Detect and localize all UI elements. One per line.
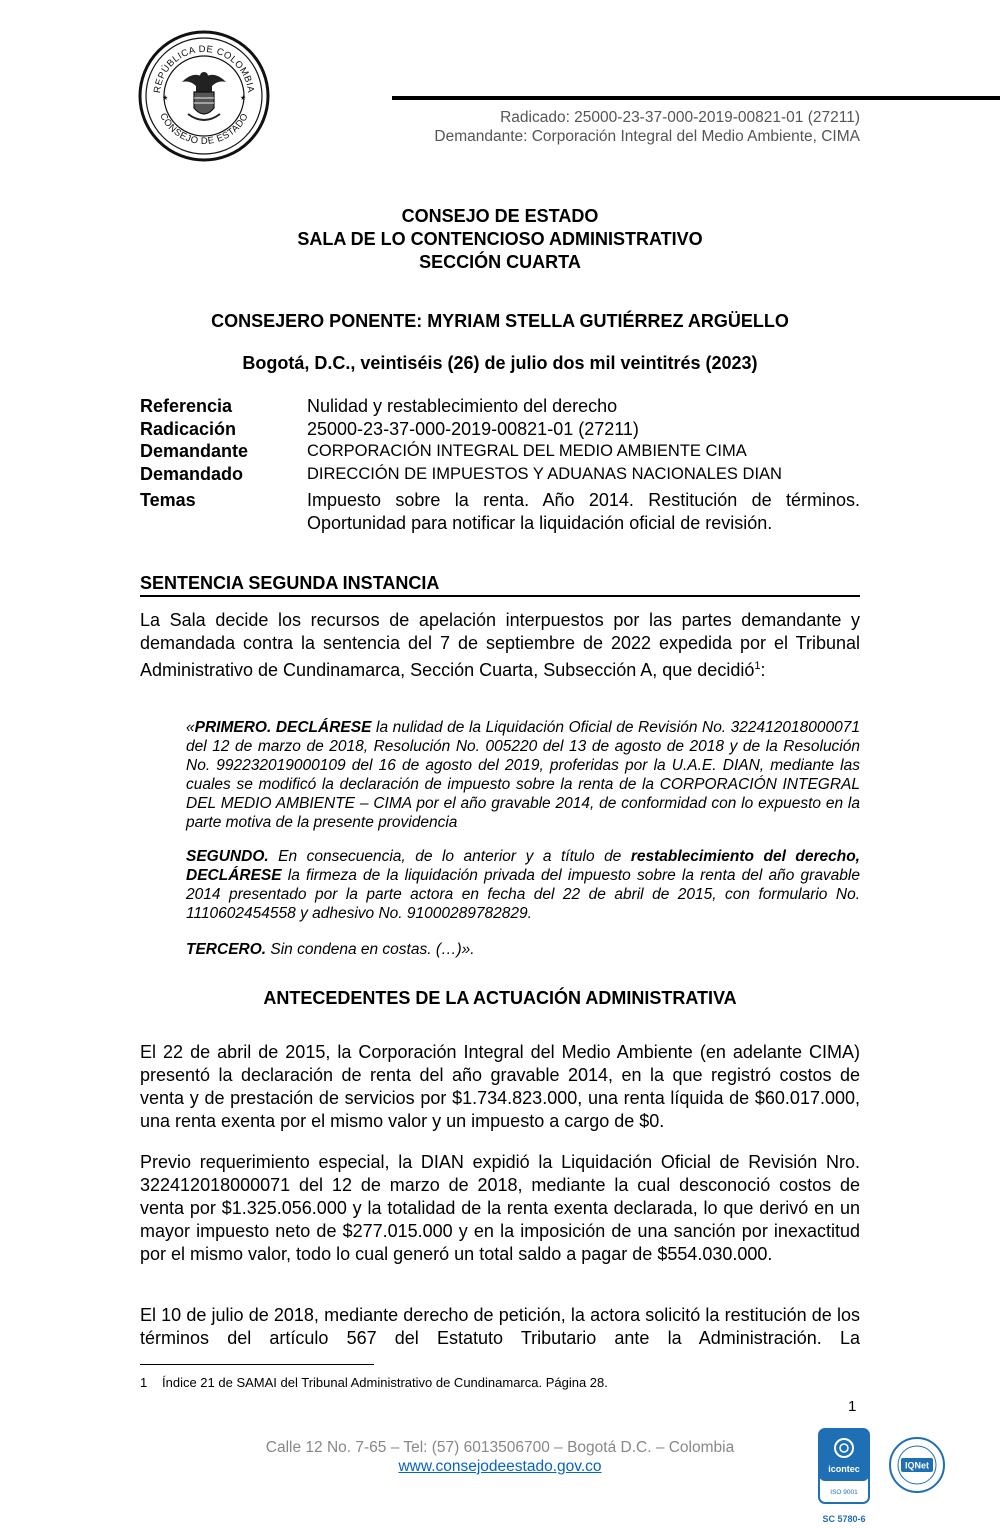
date-line: Bogotá, D.C., veintiséis (26) de julio dos mil veintitrés (2023) xyxy=(242,353,758,373)
svg-text:IQNet: IQNet xyxy=(904,1460,930,1471)
demandado-value: DIRECCIÓN DE IMPUESTOS Y ADUANAS NACIONALES DIAN xyxy=(307,464,782,483)
sentencia-heading: SENTENCIA SEGUNDA INSTANCIA xyxy=(140,573,860,597)
footer-address: Calle 12 No. 7-65 – Tel: (57) 6013506700 – Bogotá D.C. – Colombia xyxy=(265,1439,735,1456)
quote-segundo xyxy=(186,847,860,923)
radicacion-row xyxy=(140,418,860,441)
body-paragraph-1 xyxy=(140,1041,860,1133)
quote-tercero xyxy=(186,940,860,959)
quote-segundo-bold-2: restablecimiento del derecho, DECLÁRESE xyxy=(186,848,860,884)
quote-primero xyxy=(186,718,860,832)
intro-paragraph xyxy=(140,609,860,682)
header-rule xyxy=(392,96,1000,100)
body-paragraph-1-text: El 22 de abril de 2015, la Corporación Integral del Medio Ambiente (en adelante CIMA) presentó la declaración de renta del año gravable 2014, en la que registró costos de venta y de prestación de servicios por $1.734.823.000, una renta líquida de $60.017.000, una renta exenta por el mismo valor y un impuesto a cargo de $0. xyxy=(140,1042,860,1131)
temas-value: Impuesto sobre la renta. Año 2014. Restitución de términos. Oportunidad para notificar la liquidación oficial de revisión. xyxy=(307,490,860,533)
radicacion-value: 25000-23-37-000-2019-00821-01 (27211) xyxy=(307,418,639,439)
radicacion-label: Radicación xyxy=(140,418,237,439)
footnote-text: Índice 21 de SAMAI del Tribunal Administrativo de Cundinamarca. Página 28. xyxy=(162,1375,608,1390)
svg-text:★: ★ xyxy=(240,95,247,102)
quote-segundo-bold: SEGUNDO. xyxy=(186,848,269,865)
quote-primero-text: la nulidad de la Liquidación Oficial de Revisión No. 322412018000071 del 12 de marzo de 2018, Resolución No. 005220 del 13 de agosto de 2018 y de la Resolución No. 992232019000109 del 16 de agosto del 2019, proferidas por la U.A.E. DIAN, mediante las cuales se modificó la declaración de impuesto sobre la renta de la CORPORACIÓN INTEGRAL DEL MEDIO AMBIENTE – CIMA por el año gravable 2014, de conformidad con lo expuesto en la parte motiva de la presente providencia xyxy=(186,719,860,831)
svg-text:ISO 9001: ISO 9001 xyxy=(830,1489,858,1496)
header-radicado: Radicado: 25000-23-37-000-2019-00821-01 (27211) xyxy=(500,109,860,126)
icontec-certification-badge xyxy=(818,1428,870,1526)
body-paragraph-2-text: Previo requerimiento especial, la DIAN expidió la Liquidación Oficial de Revisión Nro. 322412018000071 del 12 de marzo de 2018, mediante la cual desconoció costos de venta por $1.325.056.000 y la totalidad de la renta exenta declarada, lo que derivó en un mayor impuesto neto de $277.015.000 y en la imposición de una sanción por inexactitud por el mismo valor, todo lo cual generó un total saldo a pagar de $554.030.000. xyxy=(140,1152,860,1264)
footnote-separator xyxy=(140,1364,374,1365)
body-paragraph-2 xyxy=(140,1151,860,1266)
svg-text:CONSEJO DE ESTADO: CONSEJO DE ESTADO xyxy=(157,111,251,148)
body-paragraph-3 xyxy=(140,1304,860,1350)
quote-segundo-text-1: En consecuencia, de lo anterior y a título de xyxy=(268,848,631,865)
svg-text:icontec: icontec xyxy=(828,1464,860,1474)
quote-primero-bold: PRIMERO. DECLÁRESE xyxy=(194,719,372,736)
iqnet-certification-badge xyxy=(888,1436,946,1494)
demandante-value: CORPORACIÓN INTEGRAL DEL MEDIO AMBIENTE CIMA xyxy=(307,442,747,460)
footnote-number: 1 xyxy=(140,1375,148,1390)
page-footer xyxy=(200,1438,800,1476)
quote-tercero-text: Sin condena en costas. (…)». xyxy=(266,941,475,958)
quote-segundo-text-2: la firmeza de la liquidación privada del impuesto sobre la renta del año gravable 2014 presentado por la parte actora en fecha del 22 de abril de 2015, con formulario No. 1110602454558 y adhesivo No. 91000289782829. xyxy=(186,867,860,922)
demandado-label: Demandado xyxy=(140,463,244,484)
demandante-label: Demandante xyxy=(140,441,249,461)
svg-text:SC 5780-6: SC 5780-6 xyxy=(822,1514,866,1524)
intro-text: La Sala decide los recursos de apelación interpuestos por las partes demandante y demandada contra la sentencia del 7 de septiembre de 2022 expedida por el Tribunal Administrativo de Cundinamarca, Sección Cuarta, Subsección A, que decidió xyxy=(140,610,860,680)
footnote-reference[interactable]: 1 xyxy=(754,660,761,672)
footer-website-link[interactable]: www.consejodeestado.gov.co xyxy=(398,1458,602,1475)
reference-label: Referencia xyxy=(140,396,233,416)
quote-tercero-bold: TERCERO. xyxy=(186,941,267,958)
antecedentes-heading: ANTECEDENTES DE LA ACTUACIÓN ADMINISTRATIVA xyxy=(263,988,737,1008)
header-case-info xyxy=(434,108,860,146)
court-section: SECCIÓN CUARTA xyxy=(419,252,581,272)
demandado-row xyxy=(140,463,860,486)
header-demandante: Demandante: Corporación Integral del Medio Ambiente, CIMA xyxy=(434,128,860,145)
court-chamber: SALA DE LO CONTENCIOSO ADMINISTRATIVO xyxy=(297,229,703,249)
ponente-line: CONSEJERO PONENTE: MYRIAM STELLA GUTIÉRREZ ARGÜELLO xyxy=(211,311,789,331)
consejo-de-estado-seal-logo xyxy=(138,30,270,162)
case-reference-table xyxy=(140,395,860,534)
reference-value: Nulidad y restablecimiento del derecho xyxy=(307,396,618,416)
page-number: 1 xyxy=(848,1398,857,1415)
intro-colon: : xyxy=(760,660,766,680)
demandante-row xyxy=(140,440,860,463)
temas-label: Temas xyxy=(140,490,196,510)
reference-row xyxy=(140,395,860,418)
footnote xyxy=(140,1375,608,1390)
body-paragraph-3-text: El 10 de julio de 2018, mediante derecho de petición, la actora solicitó la restitución de los términos del artículo 567 del Estatuto Tributario ante la Administración. La xyxy=(140,1305,860,1348)
quote-open-mark: « xyxy=(186,719,195,736)
court-name: CONSEJO DE ESTADO xyxy=(401,206,599,226)
court-title-block xyxy=(140,205,860,274)
svg-text:★: ★ xyxy=(162,95,169,102)
temas-row xyxy=(140,485,860,534)
svg-text:REPÚBLICA DE COLOMBIA: REPÚBLICA DE COLOMBIA xyxy=(152,43,256,94)
